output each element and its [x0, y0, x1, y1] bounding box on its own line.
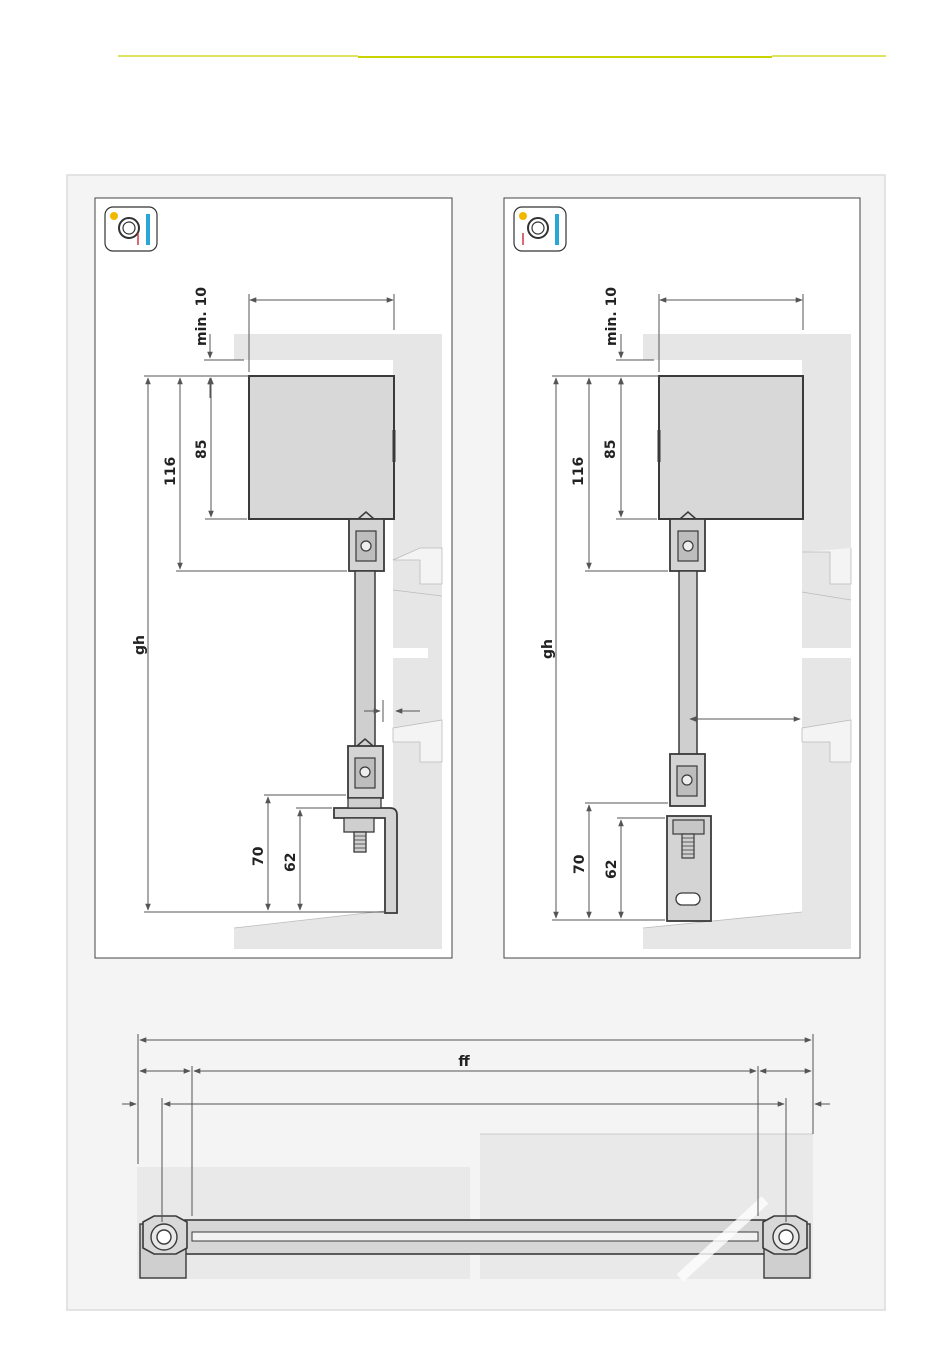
- right-diagram: [504, 198, 860, 958]
- left-diagram: [95, 198, 452, 958]
- label-gh: gh: [132, 635, 148, 655]
- roller-blind-icon: [514, 207, 566, 251]
- right-end-cap: [763, 1216, 810, 1278]
- cassette-box: [659, 376, 803, 519]
- label-62: 62: [604, 859, 620, 879]
- label-62: 62: [283, 852, 299, 872]
- guide-rod: [355, 571, 375, 747]
- left-end-cap: [140, 1216, 187, 1278]
- label-70: 70: [572, 854, 588, 874]
- label-85: 85: [603, 439, 619, 459]
- header-rule: [118, 56, 886, 57]
- roller-blind-icon: [105, 207, 157, 251]
- guide-rod: [679, 571, 697, 755]
- cassette-box: [249, 376, 394, 519]
- label-116: 116: [571, 456, 587, 486]
- label-gh: gh: [540, 639, 556, 659]
- label-116: 116: [163, 456, 179, 486]
- label-85: 85: [194, 439, 210, 459]
- label-min10: min. 10: [194, 286, 210, 346]
- label-70: 70: [251, 846, 267, 866]
- label-ff: ff: [458, 1054, 470, 1070]
- label-min10: min. 10: [604, 286, 620, 346]
